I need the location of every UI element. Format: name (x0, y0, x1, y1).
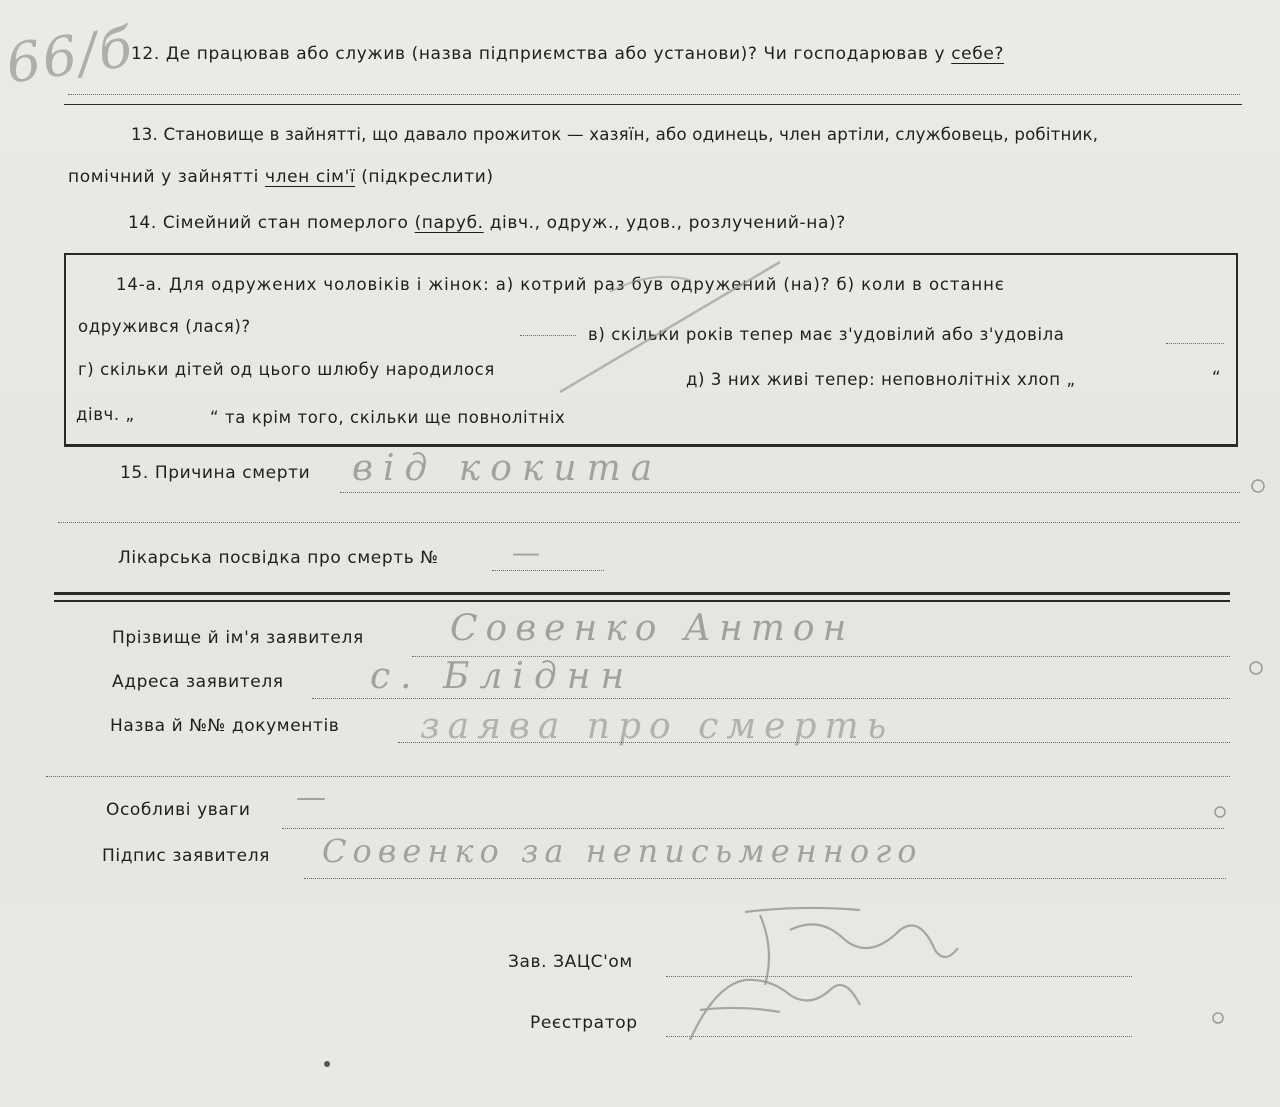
q14a-line3-b: д) 3 них живі тепер: неповнолітніх хлоп „ (686, 370, 1076, 389)
head-label: Зав. ЗАЦС'ом (508, 952, 633, 972)
q14a-line4-a: дівч. „ (76, 405, 135, 424)
applicant-address-label: Адреса заявителя (112, 672, 284, 692)
binder-hole-2 (1250, 662, 1262, 674)
binder-hole-4 (1213, 1013, 1223, 1023)
q15-value: від кокита (352, 448, 663, 489)
q13-line2: помічний у зайнятті член сім'ї (підкреслити) (68, 167, 494, 187)
head-signature (745, 908, 958, 985)
applicant-docs-value: заява про смерть (420, 706, 895, 747)
q13-line1: 13. Становище в зайнятті, що давало прожиток — хазяїн, або одинець, член артіли, службовець, робітник, (131, 125, 1099, 144)
q12-label: 12. Де працював або служив (назва підприємства або установи)? Чи господарював у себе? (131, 44, 1005, 64)
binder-hole-1 (1252, 480, 1264, 492)
q14a-line1: 14-а. Для одружених чоловіків і жінок: а) котрий раз був одружений (на)? б) коли в останнє (116, 275, 1005, 294)
registrar-label: Реєстратор (530, 1013, 638, 1033)
q15-label: 15. Причина смерти (120, 463, 311, 483)
ink-speck (324, 1061, 330, 1067)
applicant-address-value: с. Бліднн (370, 656, 635, 697)
binder-hole-3 (1215, 807, 1225, 817)
applicant-name-label: Прізвище й ім'я заявителя (112, 628, 364, 648)
applicant-sign-value: Совенко за неписьменного (322, 832, 923, 870)
q14a-line3-a: г) скільки дітей од цього шлюбу народилося (78, 360, 495, 379)
applicant-name-value: Совенко Антон (450, 608, 855, 649)
q14a-line4-b: “ та крім того, скільки ще повнолітніх (210, 408, 566, 427)
medical-label: Лікарська посвідка про смерть № (118, 548, 439, 568)
medical-value: — (512, 536, 547, 569)
applicant-docs-label: Назва й №№ документів (110, 716, 340, 736)
registrar-signature (690, 980, 860, 1040)
applicant-sign-label: Підпис заявителя (102, 846, 270, 866)
q14a-line2-a: одружився (лася)? (78, 317, 251, 336)
applicant-notes-label: Особливі уваги (106, 800, 251, 820)
q14a-strike-hook (610, 277, 690, 292)
q14a-strike-mark (560, 262, 780, 392)
q14-label: 14. Сімейний стан померлого (паруб. дівч., одруж., удов., розлучений-на)? (128, 213, 846, 233)
q14a-line3-c: “ (1212, 368, 1222, 387)
q14a-line2-b: в) скільки років тепер має з'удовілий або з'удовіла (588, 325, 1065, 344)
archive-mark: 66/б (2, 15, 138, 96)
applicant-notes-value: — (296, 780, 333, 815)
